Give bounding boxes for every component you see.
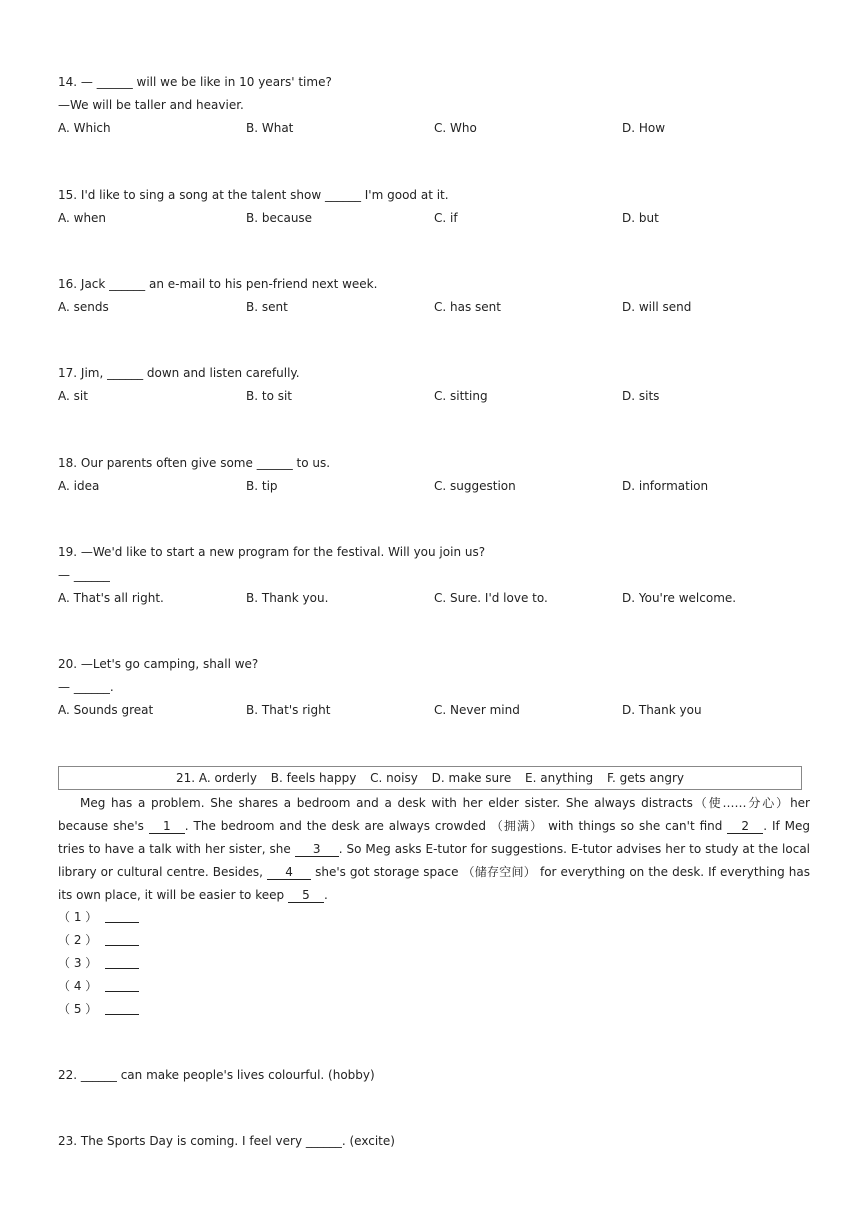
q19-stem: 19. —We'd like to start a new program for the festival. Will you join us? (58, 545, 486, 559)
q21-word-c: C. noisy (370, 771, 418, 785)
q16-options (58, 299, 818, 315)
passage-text-1: Meg has a problem. She shares a bedroom and a desk with her elder sister. She always distracts（使……分心）her because she's (58, 796, 810, 833)
q20-options (58, 702, 818, 718)
q16-option-d: D. will send (622, 300, 692, 314)
passage-text-6: . (323, 888, 328, 902)
q21-word-a: 21. A. orderly (176, 771, 257, 785)
q14-options (58, 120, 818, 136)
q18-option-a: A. idea (58, 479, 100, 493)
answer-row-4 (58, 978, 139, 994)
q15-options (58, 210, 818, 226)
q16-stem: 16. Jack ______ an e-mail to his pen-friend next week. (58, 277, 378, 291)
q14-option-b: B. What (246, 121, 294, 135)
q22-stem: 22. ______ can make people's lives colourful. (hobby) (58, 1068, 375, 1082)
q21-word-d: D. make sure (431, 771, 512, 785)
answer-row-1 (58, 909, 139, 925)
q14-reply: —We will be taller and heavier. (58, 98, 244, 112)
q17-option-c: C. sitting (434, 389, 488, 403)
q17-stem: 17. Jim, ______ down and listen carefully. (58, 366, 300, 380)
passage-blank-4[interactable]: 4 (267, 865, 311, 880)
q21-passage (58, 792, 810, 907)
answer-label-4: （ 4 ） (58, 979, 98, 993)
q19-option-d: D. You're welcome. (622, 591, 737, 605)
q21-word-box (58, 766, 802, 790)
q15-option-d: D. but (622, 211, 659, 225)
answer-label-1: （ 1 ） (58, 910, 98, 924)
q19-reply: — ______ (58, 568, 110, 582)
passage-text-4: . So Meg asks E-tutor for suggestions. E-tutor advises her to study at the local library or cultural centre. Besides, (58, 842, 811, 879)
q20-stem: 20. —Let's go camping, shall we? (58, 657, 259, 671)
answer-blank-2[interactable] (105, 935, 139, 946)
answer-label-5: （ 5 ） (58, 1002, 98, 1016)
answer-blank-3[interactable] (105, 958, 139, 969)
q14-option-a: A. Which (58, 121, 111, 135)
answer-row-5 (58, 1001, 139, 1017)
q15-stem: 15. I'd like to sing a song at the talent show ______ I'm good at it. (58, 188, 449, 202)
q14-option-c: C. Who (434, 121, 477, 135)
answer-blank-5[interactable] (105, 1004, 139, 1015)
q17-option-d: D. sits (622, 389, 660, 403)
answer-blank-1[interactable] (105, 912, 139, 923)
passage-text-5: she's got storage space （储存空间） for everything on the desk. If everything has its own place, it will be easier to keep (58, 865, 810, 902)
q20-reply: — ______. (58, 680, 114, 694)
q15-option-b: B. because (246, 211, 313, 225)
q15-option-a: A. when (58, 211, 107, 225)
q14-option-d: D. How (622, 121, 666, 135)
q17-option-b: B. to sit (246, 389, 293, 403)
q17-option-a: A. sit (58, 389, 88, 403)
answer-label-3: （ 3 ） (58, 956, 98, 970)
answer-label-2: （ 2 ） (58, 933, 98, 947)
q18-stem: 18. Our parents often give some ______ to us. (58, 456, 331, 470)
q21-word-f: F. gets angry (607, 771, 684, 785)
passage-text-3: . If Meg tries to have a talk with her sister, she (58, 819, 810, 856)
q20-option-b: B. That's right (246, 703, 331, 717)
answer-row-2 (58, 932, 139, 948)
q18-options (58, 478, 818, 494)
q19-option-b: B. Thank you. (246, 591, 329, 605)
answer-blank-4[interactable] (105, 981, 139, 992)
q19-option-a: A. That's all right. (58, 591, 164, 605)
q18-option-c: C. suggestion (434, 479, 516, 493)
answer-row-3 (58, 955, 139, 971)
q20-option-a: A. Sounds great (58, 703, 154, 717)
q19-options (58, 590, 818, 606)
q17-options (58, 388, 818, 404)
passage-blank-2[interactable]: 2 (727, 819, 763, 834)
q18-option-b: B. tip (246, 479, 278, 493)
passage-blank-1[interactable]: 1 (149, 819, 185, 834)
q14-stem: 14. — ______ will we be like in 10 years' time? (58, 75, 332, 89)
q20-option-d: D. Thank you (622, 703, 702, 717)
q21-word-b: B. feels happy (270, 771, 357, 785)
passage-blank-3[interactable]: 3 (295, 842, 339, 857)
q20-option-c: C. Never mind (434, 703, 520, 717)
q16-option-b: B. sent (246, 300, 288, 314)
q16-option-c: C. has sent (434, 300, 501, 314)
q23-stem: 23. The Sports Day is coming. I feel very ______. (excite) (58, 1134, 395, 1148)
q19-option-c: C. Sure. I'd love to. (434, 591, 548, 605)
q18-option-d: D. information (622, 479, 709, 493)
passage-text-2: . The bedroom and the desk are always crowded （拥满） with things so she can't find (184, 819, 728, 833)
q21-word-e: E. anything (525, 771, 594, 785)
q16-option-a: A. sends (58, 300, 109, 314)
q15-option-c: C. if (434, 211, 458, 225)
passage-blank-5[interactable]: 5 (288, 888, 324, 903)
